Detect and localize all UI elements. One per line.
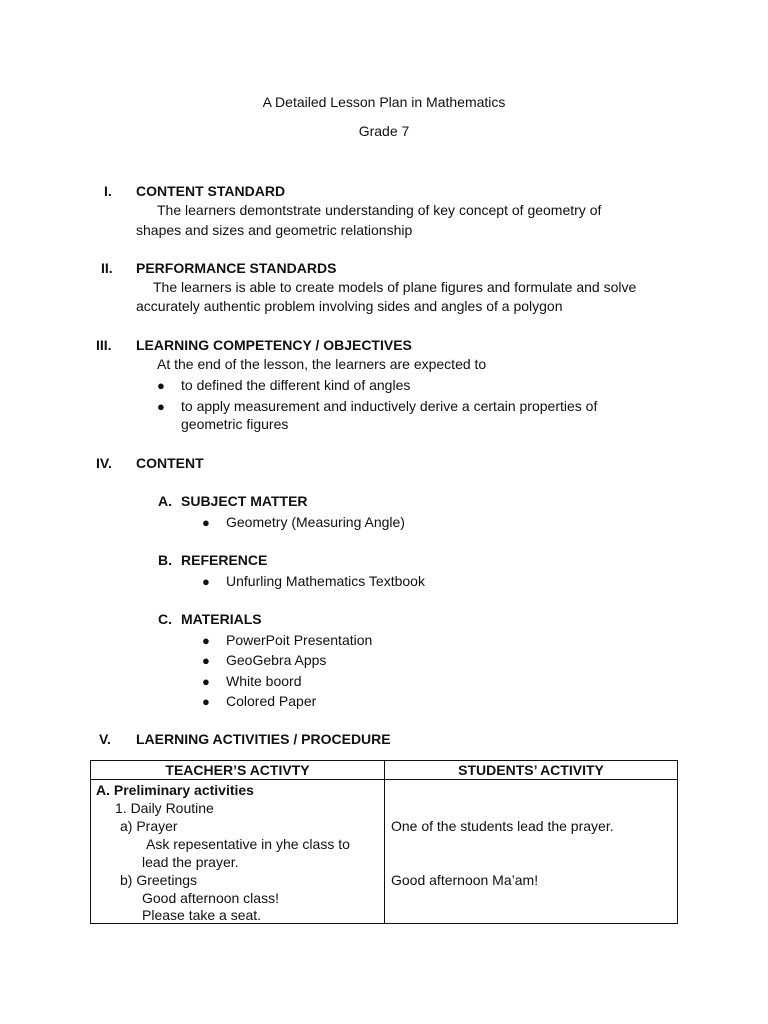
section-3-heading: LEARNING COMPETENCY / OBJECTIVES [136, 337, 412, 353]
daily-routine-label: 1. Daily Routine [115, 800, 214, 816]
section-2-heading: PERFORMANCE STANDARDS [136, 260, 337, 276]
student-response-prayer: One of the students lead the prayer. [391, 818, 614, 834]
subsection-c-label: C. [158, 611, 172, 627]
objective-item-2: to apply measurement and inductively derive a certain properties of [181, 398, 598, 414]
prayer-instruction-line-2: lead the prayer. [142, 854, 239, 870]
procedure-table [90, 760, 678, 924]
teacher-activity-cell [91, 780, 385, 924]
section-4-number: IV. [96, 455, 112, 471]
greeting-line-2: Please take a seat. [142, 907, 262, 923]
bullet-icon: ● [157, 399, 165, 414]
student-activity-cell [385, 780, 678, 924]
subsection-b-label: B. [158, 552, 172, 568]
table-header-row [91, 761, 678, 780]
bullet-icon: ● [157, 378, 165, 393]
grade-label: Grade 7 [358, 123, 410, 139]
prayer-label: a) Prayer [120, 818, 178, 834]
section-4-heading: CONTENT [136, 455, 204, 471]
materials-item-3: White boord [226, 673, 302, 689]
prayer-instruction-line-1: Ask repesentative in yhe class to [146, 836, 350, 852]
section-2-text-line-2: accurately authentic problem involving sides and angles of a polygon [136, 298, 563, 314]
document-title: A Detailed Lesson Plan in Mathematics [262, 94, 506, 110]
bullet-icon: ● [202, 633, 210, 648]
bullet-icon: ● [202, 515, 210, 530]
subsection-b-heading: REFERENCE [181, 552, 268, 568]
materials-item-2: GeoGebra Apps [226, 652, 327, 668]
teacher-activity-header: TEACHER’S ACTIVTY [91, 761, 385, 780]
subsection-a-label: A. [158, 493, 172, 509]
section-5-number: V. [99, 731, 111, 747]
section-2-number: II. [101, 260, 113, 276]
section-2-text-line-1: The learners is able to create models of plane figures and formulate and solve [153, 279, 637, 295]
objective-item-2-continued: geometric figures [181, 416, 289, 432]
bullet-icon: ● [202, 694, 210, 709]
table-row [91, 780, 678, 924]
bullet-icon: ● [202, 653, 210, 668]
greeting-line-1: Good afternoon class! [142, 890, 279, 906]
student-response-greeting: Good afternoon Ma’am! [391, 872, 539, 888]
section-1-text-line-1: The learners demontstrate understanding of key concept of geometry of [157, 202, 602, 218]
section-3-intro: At the end of the lesson, the learners are expected to [157, 356, 487, 372]
reference-item: Unfurling Mathematics Textbook [226, 573, 425, 589]
bullet-icon: ● [202, 674, 210, 689]
materials-item-1: PowerPoit Presentation [226, 632, 373, 648]
subsection-c-heading: MATERIALS [181, 611, 262, 627]
materials-item-4: Colored Paper [226, 693, 317, 709]
section-1-text-line-2: shapes and sizes and geometric relationship [136, 222, 413, 238]
section-1-number: I. [104, 183, 112, 199]
preliminary-activities-heading: A. Preliminary activities [96, 782, 254, 798]
bullet-icon: ● [202, 574, 210, 589]
section-1-heading: CONTENT STANDARD [136, 183, 286, 199]
subject-matter-item: Geometry (Measuring Angle) [226, 514, 405, 530]
student-activity-header: STUDENTS’ ACTIVITY [385, 761, 678, 780]
section-3-number: III. [96, 337, 112, 353]
section-5-heading: LAERNING ACTIVITIES / PROCEDURE [136, 731, 391, 747]
objective-item-1: to defined the different kind of angles [181, 377, 411, 393]
greetings-label: b) Greetings [120, 872, 198, 888]
subsection-a-heading: SUBJECT MATTER [181, 493, 308, 509]
